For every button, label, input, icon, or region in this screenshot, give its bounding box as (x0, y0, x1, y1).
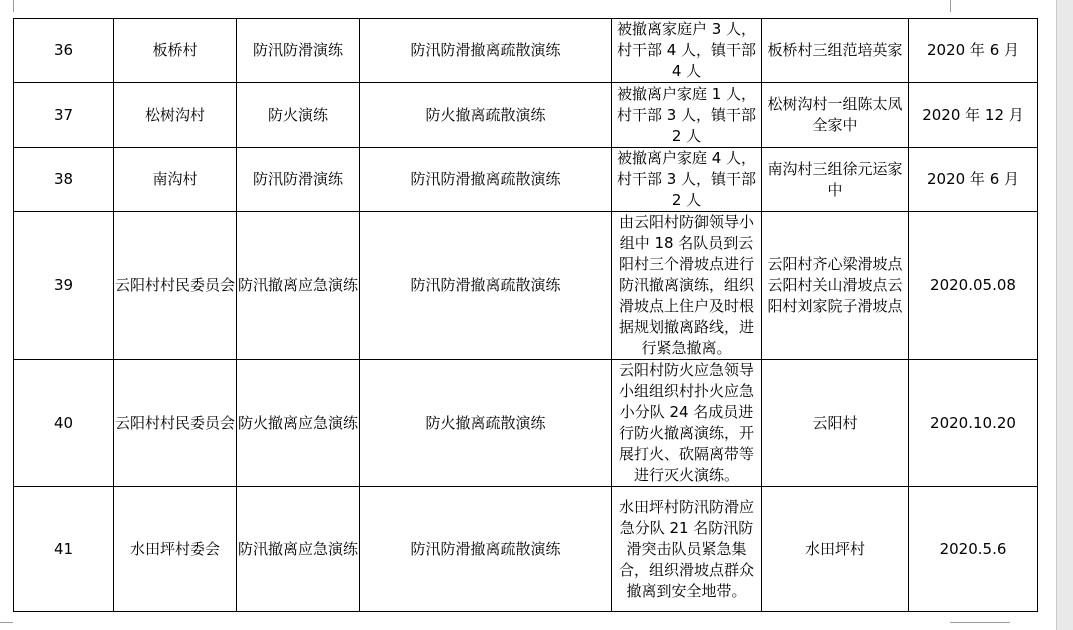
village-cell: 云阳村村民委员会 (114, 212, 237, 360)
date-cell: 2020.05.08 (909, 212, 1038, 360)
drill-type-cell: 防汛撤离应急演练 (237, 487, 360, 612)
table-row (14, 212, 1038, 360)
village-cell: 水田坪村委会 (114, 487, 237, 612)
table-row (14, 83, 1038, 148)
table-row (14, 19, 1038, 83)
row-number: 38 (14, 148, 114, 212)
participants-cell: 云阳村防火应急领导小组组织村扑火应急小分队 24 名成员进行防火撤离演练，开展打火、砍隔离带等进行灭火演练。 (612, 360, 762, 487)
village-cell: 松树沟村 (114, 83, 237, 148)
drill-type-cell: 防汛防滑演练 (237, 148, 360, 212)
participants-cell: 由云阳村防御领导小组中 18 名队员到云阳村三个滑坡点进行防汛撤离演练，组织滑坡点上住户及时根据规划撤离路线，进行紧急撤离。 (612, 212, 762, 360)
drill-type-cell: 防汛撤离应急演练 (237, 212, 360, 360)
location-cell: 云阳村 (762, 360, 909, 487)
drill-records-table (13, 18, 1038, 612)
table-row (14, 148, 1038, 212)
drill-name-cell: 防汛防滑撤离疏散演练 (360, 212, 612, 360)
row-number: 41 (14, 487, 114, 612)
location-cell: 松树沟村一组陈太凤全家中 (762, 83, 909, 148)
location-cell: 板桥村三组范培英家 (762, 19, 909, 83)
crop-mark-bottom-right (950, 622, 1010, 623)
location-cell: 南沟村三组徐元运家中 (762, 148, 909, 212)
participants-cell: 被撤离家庭户 3 人，村干部 4 人，镇干部 4 人 (612, 19, 762, 83)
village-cell: 云阳村村民委员会 (114, 360, 237, 487)
participants-cell: 被撤离户家庭 4 人，村干部 3 人，镇干部 2 人 (612, 148, 762, 212)
date-cell: 2020 年 12 月 (909, 83, 1038, 148)
crop-mark-top-left (13, 0, 14, 12)
row-number: 40 (14, 360, 114, 487)
row-number: 37 (14, 83, 114, 148)
drill-type-cell: 防火演练 (237, 83, 360, 148)
date-cell: 2020 年 6 月 (909, 19, 1038, 83)
date-cell: 2020.10.20 (909, 360, 1038, 487)
drill-type-cell: 防火撤离应急演练 (237, 360, 360, 487)
page-margin-right (1056, 0, 1073, 630)
date-cell: 2020 年 6 月 (909, 148, 1038, 212)
location-cell: 云阳村齐心梁滑坡点云阳村关山滑坡点云阳村刘家院子滑坡点 (762, 212, 909, 360)
row-number: 39 (14, 212, 114, 360)
location-cell: 水田坪村 (762, 487, 909, 612)
crop-mark-bottom-left (0, 622, 13, 623)
participants-cell: 被撤离户家庭 1 人，村干部 3 人，镇干部 2 人 (612, 83, 762, 148)
drill-name-cell: 防火撤离疏散演练 (360, 360, 612, 487)
drill-name-cell: 防汛防滑撤离疏散演练 (360, 487, 612, 612)
drill-type-cell: 防汛防滑演练 (237, 19, 360, 83)
crop-mark-top-right (950, 0, 951, 12)
table-row (14, 487, 1038, 612)
row-number: 36 (14, 19, 114, 83)
drill-name-cell: 防汛防滑撤离疏散演练 (360, 148, 612, 212)
table-row (14, 360, 1038, 487)
village-cell: 板桥村 (114, 19, 237, 83)
date-cell: 2020.5.6 (909, 487, 1038, 612)
drill-name-cell: 防火撤离疏散演练 (360, 83, 612, 148)
village-cell: 南沟村 (114, 148, 237, 212)
drill-name-cell: 防汛防滑撤离疏散演练 (360, 19, 612, 83)
participants-cell: 水田坪村防汛防滑应急分队 21 名防汛防滑突击队员紧急集合，组织滑坡点群众撤离到安全地带。 (612, 487, 762, 612)
